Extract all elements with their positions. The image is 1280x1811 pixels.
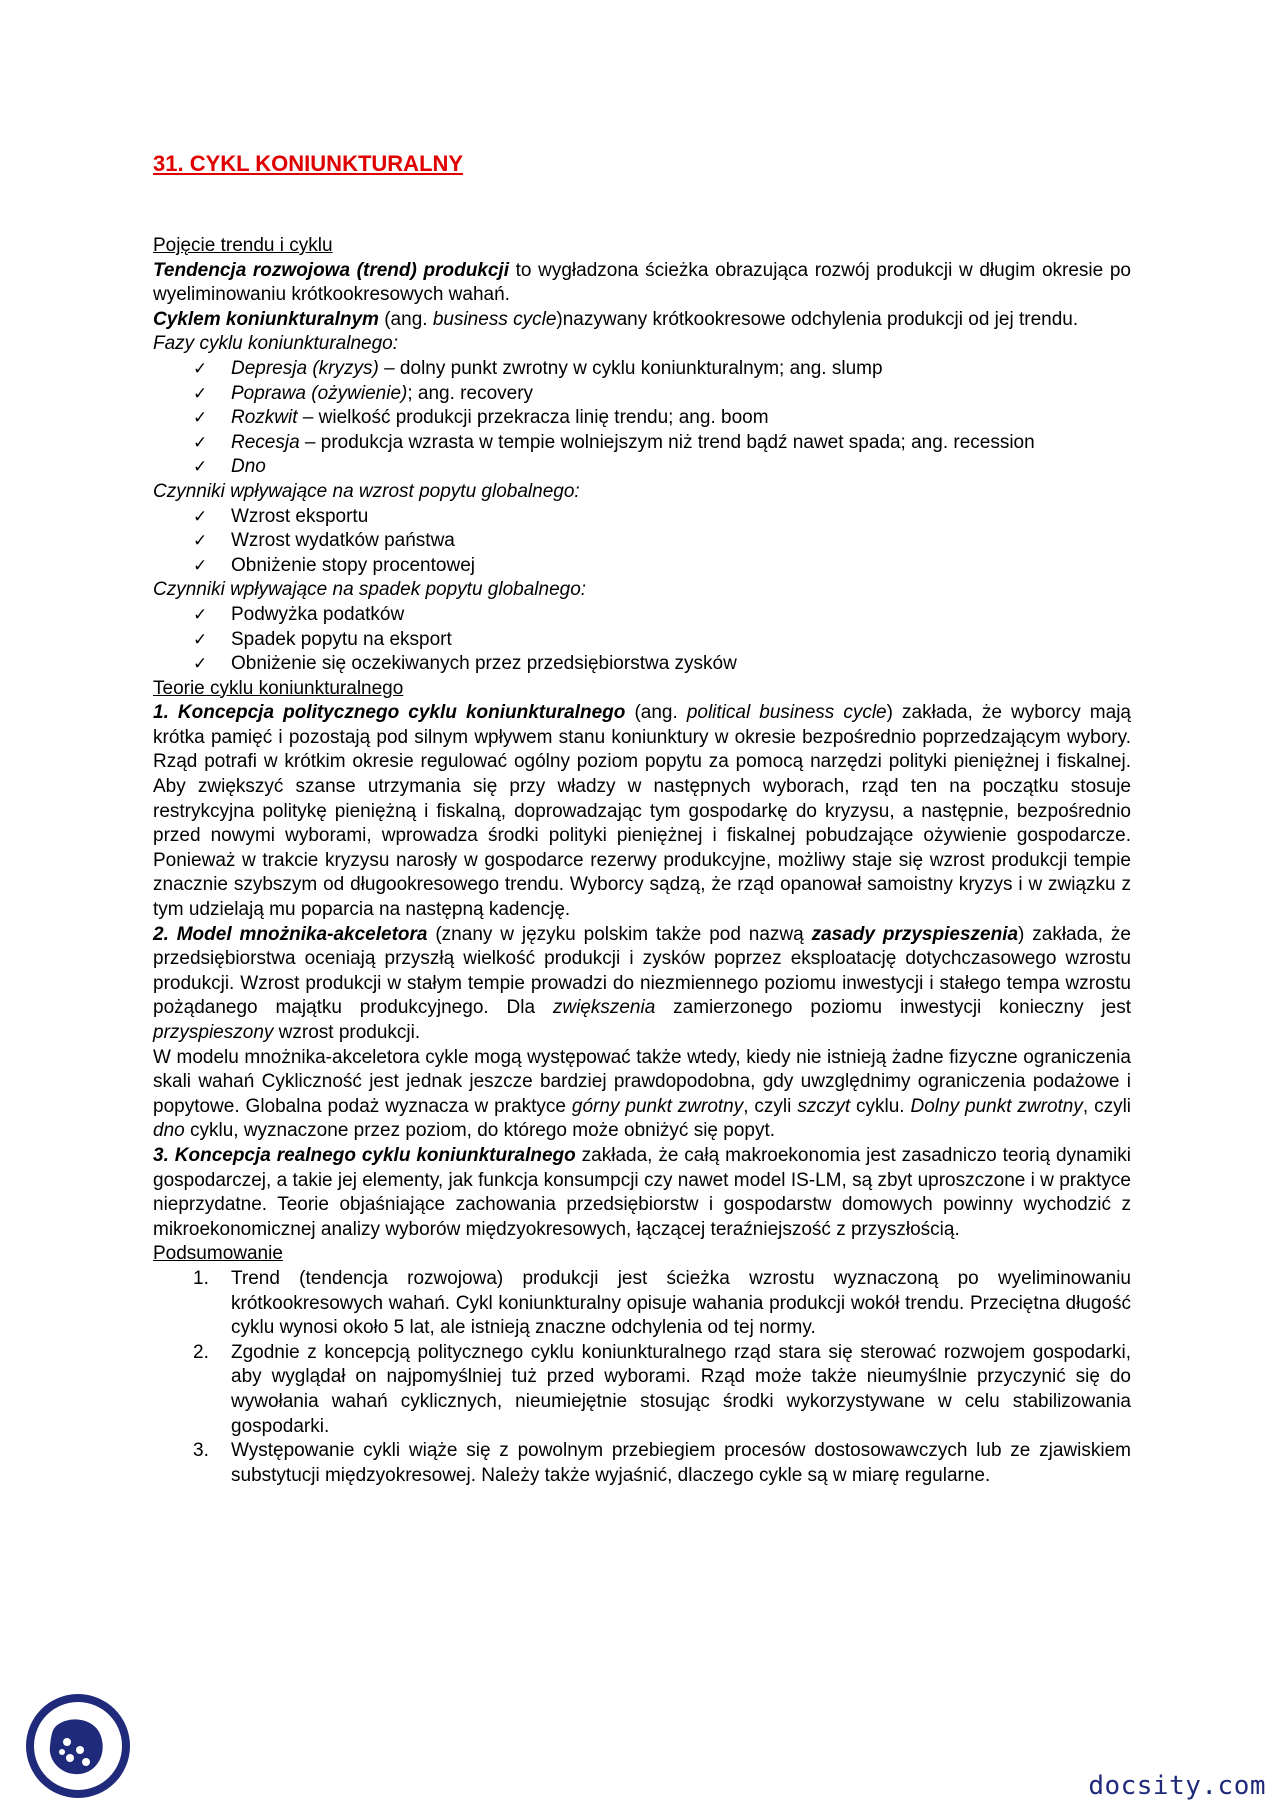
demand-increase-list	[153, 505, 1131, 579]
text-run: szczyt	[797, 1095, 851, 1117]
text-run: 3. Koncepcja realnego cyklu koniunkturalnego	[153, 1144, 576, 1166]
list-item	[193, 1439, 1131, 1488]
text-run: (ang.	[625, 702, 687, 724]
section-heading-trend: Pojęcie trendu i cyklu	[153, 235, 333, 256]
text-run: zwiększenia	[552, 997, 656, 1019]
paragraph-cycle-definition	[153, 308, 1131, 333]
text-run: zakłada, że całą makroekonomia jest zasadniczo teorią dynamiki gospodarczej, a takie jej elementy, jak funkcja konsumpcji czy nawet model IS-LM, są zbyt uproszczone i w praktyce nieprzydatne. Teorie objaśniające zachowania przedsiębiorstw i gospodarstw domowych powinny wychodzić z mikroekonomicznej analizy wyborów międzyokresowych, łączącej teraźniejszość z przyszłością.	[153, 1144, 1132, 1240]
list-item	[193, 554, 1131, 579]
checkmark-icon: ✓	[193, 555, 208, 576]
term-cycle: Cyklem koniunkturalnym	[153, 308, 379, 330]
text-run: przyspieszony	[153, 1022, 274, 1043]
text-run: Rozkwit	[231, 407, 298, 429]
text-run: – produkcja wzrasta w tempie wolniejszym niż trend bądź nawet spada; ang. recession	[299, 431, 1035, 453]
phases-list	[153, 357, 1131, 480]
list-item	[193, 1267, 1131, 1341]
text-run: Podwyżka podatków	[231, 603, 405, 625]
paragraph-theory-2	[153, 923, 1131, 1046]
text-run: W modelu mnożnika-akceletora cykle mogą występować także wtedy, kiedy nie istnieją żadne fizyczne ograniczenia skali wahań Cykliczność jest jednak jeszcze bardziej prawdopodobna, gdy uwzględnimy ograniczenia podażowe i popytowe. Globalna podaż wyznacza w praktyce	[153, 1046, 1131, 1117]
list-item	[193, 431, 1131, 456]
checkmark-icon: ✓	[193, 457, 208, 478]
text-run: political business cycle	[686, 702, 887, 724]
text-run: business cycle	[432, 308, 557, 330]
checkmark-icon: ✓	[193, 408, 208, 429]
text-run: )nazywany krótkookresowe odchylenia produkcji od jej trendu.	[556, 308, 1079, 330]
subheading-demand-decrease: Czynniki wpływające na spadek popytu globalnego:	[153, 579, 587, 601]
text-run: – wielkość produkcji przekracza linię trendu; ang. boom	[297, 407, 769, 429]
paragraph-theory-1	[153, 701, 1131, 922]
text-run: 1. Koncepcja politycznego cyklu koniunkturalnego	[153, 702, 626, 724]
list-item	[193, 529, 1131, 554]
text-run: wzrost produkcji.	[273, 1022, 421, 1043]
text-run: ) zakłada, że przedsiębiorstwa oceniają przyszłą wielkość produkcji i zysków poprzez eksploatację dotychczasowego wzrostu produkcji. Wzrost produkcji w stałym tempie prowadzi do niezmiennego poziomu inwestycji i stałego tempa wzrostu pożądanego majątku produkcyjnego. Dla	[153, 923, 1131, 1019]
brand-watermark[interactable]: docsity.com	[1088, 1771, 1266, 1801]
text-run: , czyli	[1082, 1095, 1132, 1117]
text-run: Dolny punkt zwrotny	[910, 1095, 1083, 1117]
page-title: 31. CYKL KONIUNKTURALNY	[153, 151, 464, 176]
text-run: Występowanie cykli wiąże się z powolnym przebiegiem procesów dostosowawczych lub ze zjawiskiem substytucji międzyokresowej. Należy także wyjaśnić, dlaczego cykle są w miarę regularne.	[231, 1440, 1131, 1486]
list-number: 2.	[193, 1341, 209, 1363]
checkmark-icon: ✓	[193, 432, 208, 453]
checkmark-icon: ✓	[193, 358, 208, 379]
list-item	[193, 505, 1131, 530]
checkmark-icon: ✓	[193, 629, 208, 650]
checkmark-icon: ✓	[193, 604, 208, 625]
paragraph-theory-2-continued	[153, 1046, 1131, 1144]
checkmark-icon: ✓	[193, 654, 208, 675]
text-run: cyklu.	[850, 1095, 911, 1117]
section-heading-theories: Teorie cyklu koniunkturalnego	[153, 677, 404, 699]
list-item	[193, 628, 1131, 653]
term-trend: Tendencja rozwojowa (trend) produkcji	[153, 259, 509, 281]
document-page	[153, 150, 1131, 1488]
text-run: Zgodnie z koncepcją politycznego cyklu koniunkturalnego rząd stara się sterować rozwojem gospodarki, aby wyglądał on najpomyślniej tuż przed wyborami. Rząd może także nieumyślnie przyczynić się do wywołania wahań cyklicznych, nieumiejętnie stosując środki wykorzystywane w celu stabilizowania gospodarki.	[231, 1341, 1131, 1437]
list-item	[193, 382, 1131, 407]
list-item	[193, 455, 1131, 480]
list-item	[193, 357, 1131, 382]
docsity-logo-icon	[22, 1690, 134, 1802]
text-run: ; ang. recovery	[407, 382, 534, 404]
text-run: zamierzonego poziomu inwestycji konieczny jest	[655, 997, 1131, 1019]
subheading-phases: Fazy cyklu koniunkturalnego:	[153, 333, 399, 355]
text-run: Obniżenie stopy procentowej	[231, 554, 475, 576]
paragraph-theory-3	[153, 1144, 1131, 1242]
text-run: 2. Model mnożnika-akceletora	[153, 923, 428, 945]
text-run: Spadek popytu na eksport	[231, 628, 452, 650]
text-run: górny punkt zwrotny	[571, 1095, 744, 1117]
text-run: (ang.	[378, 308, 433, 330]
list-number: 1.	[193, 1267, 209, 1289]
summary-list	[153, 1267, 1131, 1488]
text-run: , czyli	[743, 1095, 798, 1117]
list-item	[193, 652, 1131, 677]
text-run: ) zakłada, że wyborcy mają krótka pamięć i pozostają pod silnym wpływem stanu koniunktury w okresie bezpośrednio poprzedzającym wybory. Rząd potrafi w krótkim okresie regulować ogólny poziom popytu za pomocą narzędzi polityki pieniężnej i fiskalnej. Aby zwiększyć szanse utrzymania się przy władzy w następnych wyborach, rząd ten na początku stosuje restrykcyjna politykę pieniężną i fiskalną, doprowadzając tym gospodarkę do kryzysu, a następnie, bezpośrednio przed nowymi wyborami, wprowadza środki polityki pieniężnej i fiskalnej pobudzające ożywienie gospodarcze. Ponieważ w trakcie kryzysu narosły w gospodarce rezerwy produkcyjne, możliwy staje się wzrost produkcji tempie znacznie szybszym od długookresowego trendu. Wyborcy sądzą, że rząd opanował samoistny kryzys i w związku z tym udzielają mu poparcia na następną kadencję.	[153, 702, 1131, 921]
text-run: Recesja	[231, 431, 300, 453]
demand-decrease-list	[153, 603, 1131, 677]
list-item	[193, 603, 1131, 628]
text-run: – dolny punkt zwrotny w cyklu koniunkturalnym; ang. slump	[378, 357, 883, 379]
subheading-demand-increase: Czynniki wpływające na wzrost popytu globalnego:	[153, 480, 580, 502]
text-run: zasady przyspieszenia	[811, 923, 1019, 945]
text-run: Wzrost eksportu	[231, 505, 369, 527]
text-run: Obniżenie się oczekiwanych przez przedsiębiorstwa zysków	[231, 653, 737, 675]
section-heading-summary: Podsumowanie	[153, 1243, 283, 1265]
text-run: Dno	[231, 456, 266, 478]
text-run: Depresja (kryzys)	[231, 357, 379, 379]
text-run: cyklu, wyznaczone przez poziom, do którego może obniżyć się popyt.	[184, 1120, 776, 1142]
text-run: dno	[153, 1120, 185, 1142]
checkmark-icon: ✓	[193, 531, 208, 552]
text-run: (znany w języku polskim także pod nazwą	[427, 923, 812, 945]
text-run: Poprawa (ożywienie)	[231, 382, 408, 404]
list-item	[193, 406, 1131, 431]
list-item	[193, 1341, 1131, 1439]
list-number: 3.	[193, 1440, 209, 1462]
text-run: to wygładzona ścieżka obrazująca rozwój produkcji w długim okresie po wyeliminowaniu krótkookresowych wahań.	[153, 259, 1131, 306]
checkmark-icon: ✓	[193, 506, 208, 527]
text-run: Trend (tendencja rozwojowa) produkcji jest ścieżka wzrostu wyznaczoną po wyeliminowaniu krótkookresowych wahań. Cykl koniunkturalny opisuje wahania produkcji wokół trendu. Przeciętna długość cyklu wynosi około 5 lat, ale istnieją znaczne odchylenia od tej normy.	[231, 1267, 1131, 1339]
text-run: Wzrost wydatków państwa	[231, 530, 455, 552]
checkmark-icon: ✓	[193, 383, 208, 404]
paragraph-trend-definition	[153, 259, 1131, 308]
